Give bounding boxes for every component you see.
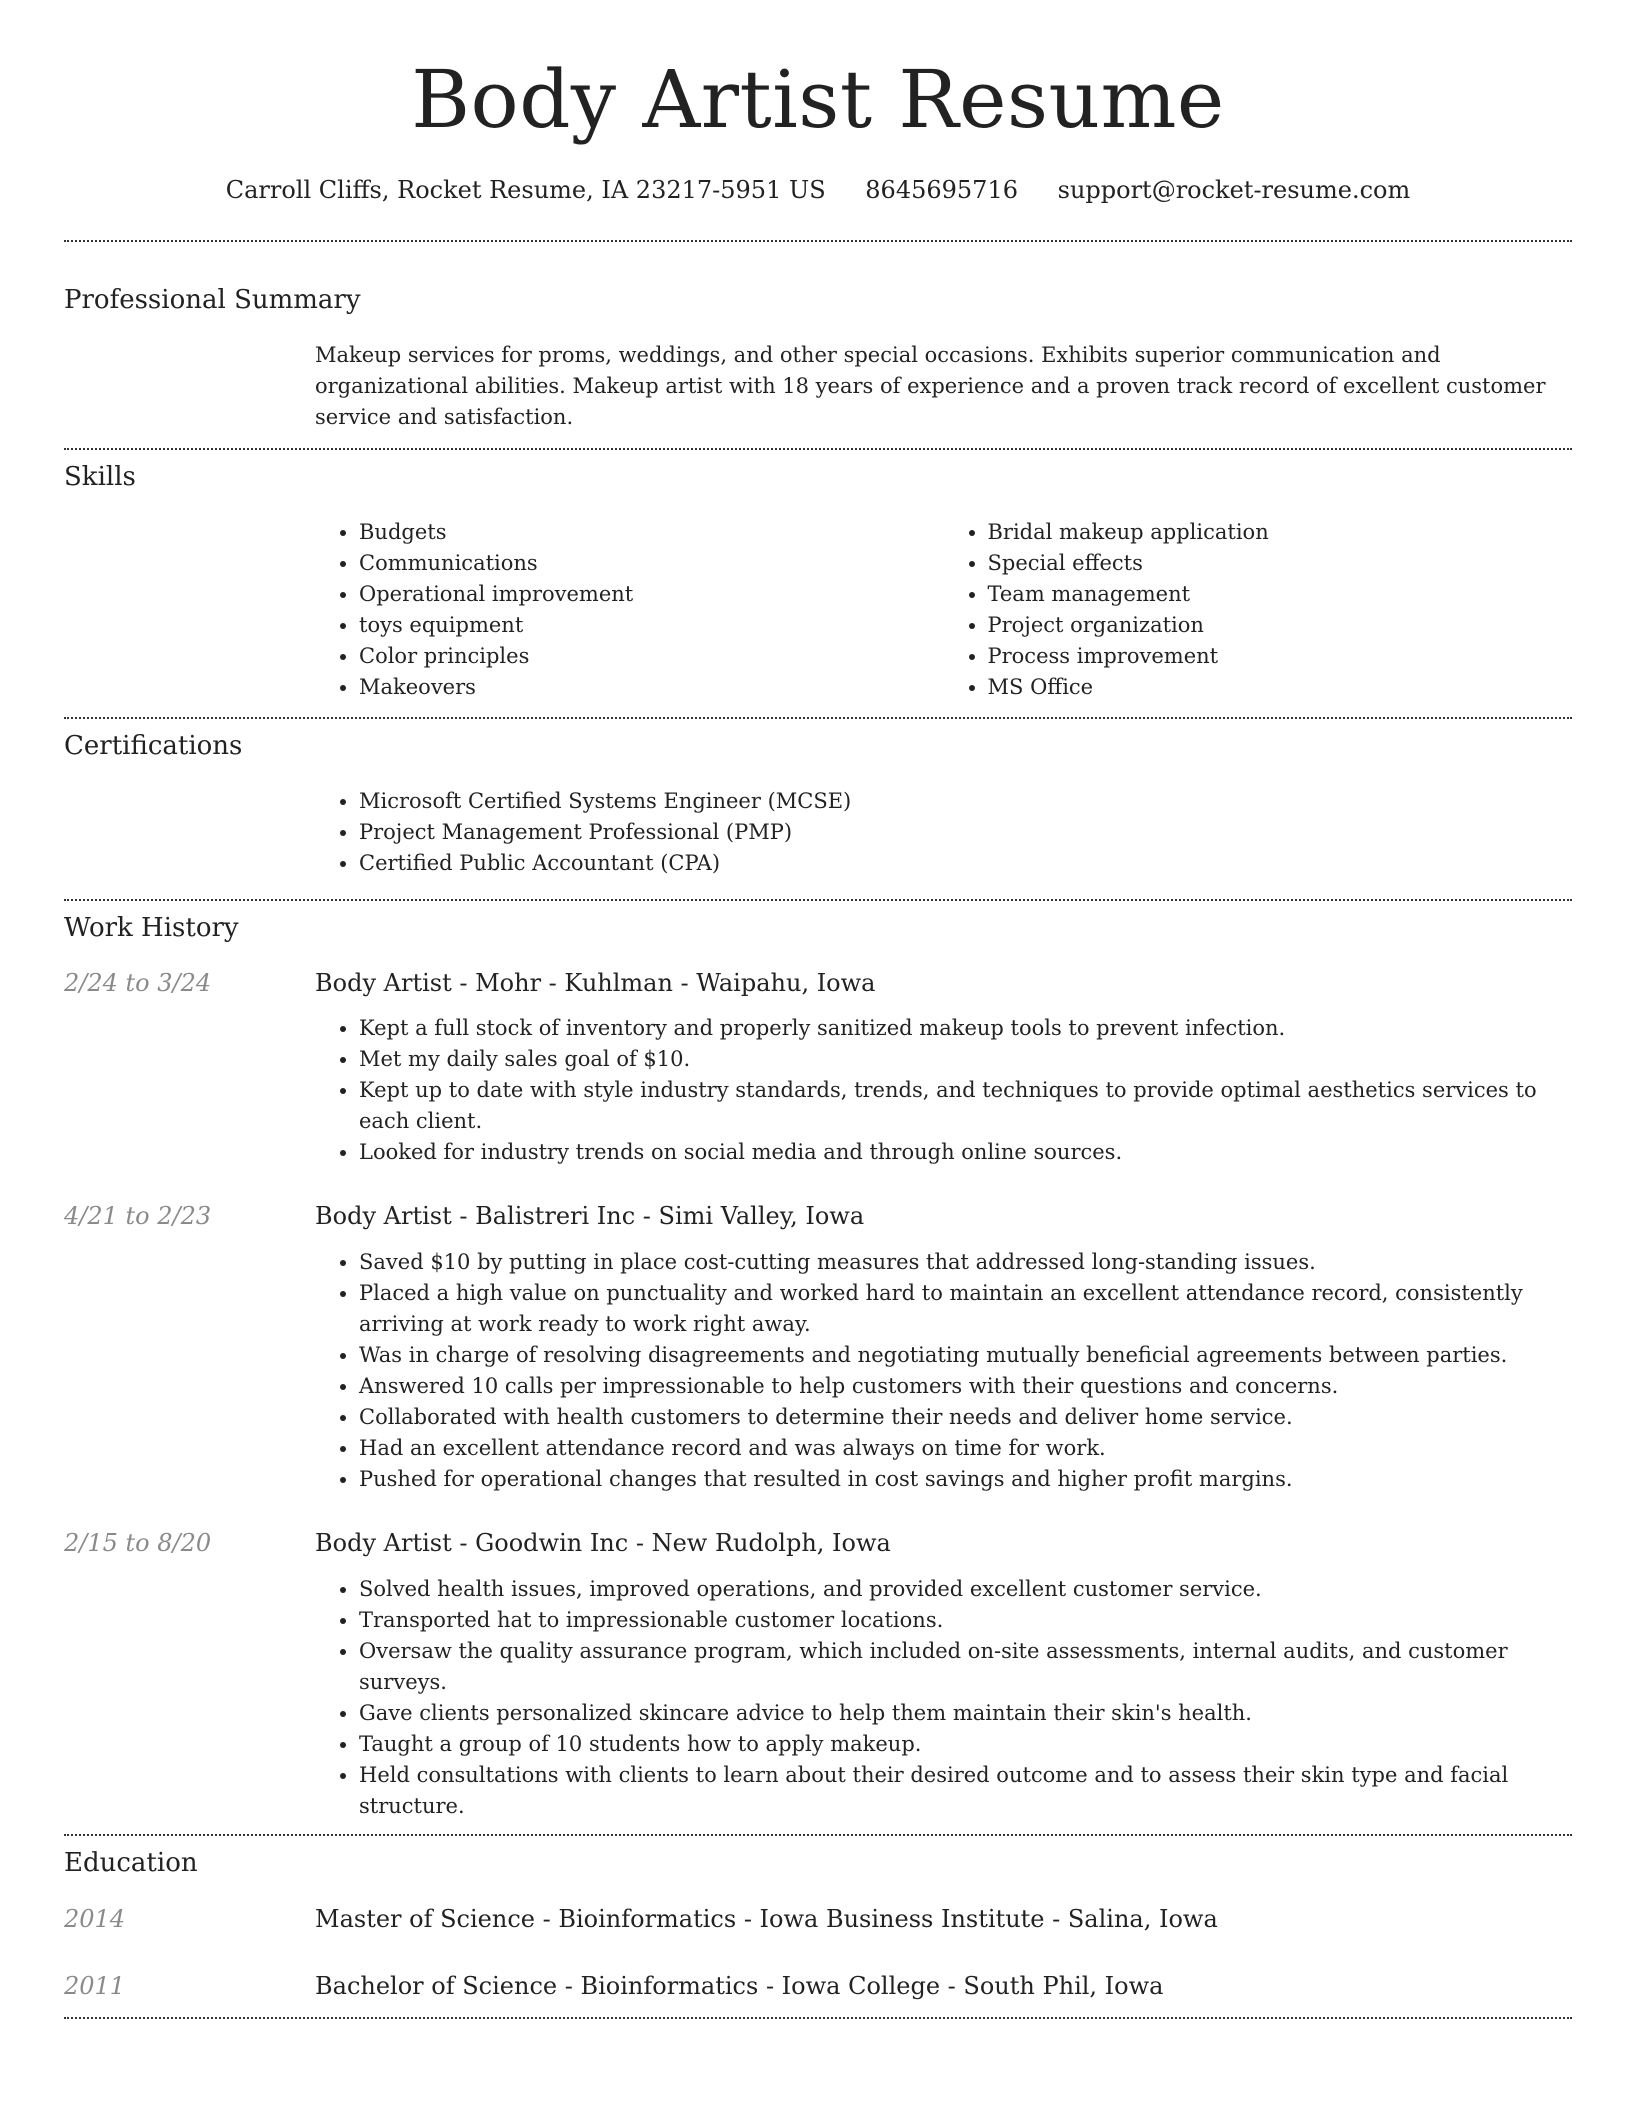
job-dates: 4/21 to 2/23 [64, 1202, 212, 1231]
certification-item: • Certified Public Accountant (CPA) [359, 848, 1572, 879]
education-year: 2011 [64, 1971, 126, 2000]
certifications-section [64, 719, 1572, 879]
skill-item: • Operational improvement [359, 579, 944, 610]
job-title: Body Artist - Balistreri Inc - Simi Valley, Iowa [315, 1202, 865, 1231]
page-title: Body Artist Resume [411, 53, 1225, 146]
skill-item: • Color principles [359, 641, 944, 672]
job-header [64, 1202, 1572, 1231]
skills-section [64, 450, 1572, 703]
skill-item: • toys equipment [359, 610, 944, 641]
work-history-heading: Work History [64, 913, 239, 944]
resume-page [64, 0, 1572, 2019]
education-heading: Education [64, 1847, 198, 1878]
job-bullet: • Held consultations with clients to learn about their desired outcome and to assess their skin type and facial structure. [359, 1760, 1572, 1822]
skill-item: • Process improvement [988, 641, 1573, 672]
education-degree: Bachelor of Science - Bioinformatics - Iowa College - South Phil, Iowa [315, 1971, 1164, 2000]
job-bullets [315, 1247, 1572, 1495]
summary-section [64, 242, 1572, 433]
job-bullet: • Solved health issues, improved operations, and provided excellent customer service. [359, 1574, 1572, 1605]
job-bullet: • Kept a full stock of inventory and properly sanitized makeup tools to prevent infection. [359, 1013, 1572, 1044]
job-bullet: • Had an excellent attendance record and was always on time for work. [359, 1433, 1572, 1464]
education-degree: Master of Science - Bioinformatics - Iowa Business Institute - Salina, Iowa [315, 1905, 1218, 1934]
job-dates: 2/15 to 8/20 [64, 1529, 212, 1558]
job-bullet: • Answered 10 calls per impressionable to help customers with their questions and concerns. [359, 1371, 1572, 1402]
education-year: 2014 [64, 1905, 126, 1934]
job-header [64, 969, 1572, 998]
job-bullet: • Was in charge of resolving disagreements and negotiating mutually beneficial agreements between parties. [359, 1340, 1572, 1371]
certification-item: • Project Management Professional (PMP) [359, 817, 1572, 848]
job-bullets [315, 1574, 1572, 1822]
skill-item: • Communications [359, 548, 944, 579]
job-title: Body Artist - Goodwin Inc - New Rudolph, Iowa [315, 1529, 891, 1558]
skills-heading: Skills [64, 461, 136, 492]
contact-email: support@rocket-resume.com [1057, 176, 1411, 204]
job-bullet: • Collaborated with health customers to determine their needs and deliver home service. [359, 1402, 1572, 1433]
job-entry [64, 1202, 1572, 1495]
job-title: Body Artist - Mohr - Kuhlman - Waipahu, Iowa [315, 968, 876, 997]
skill-item: • Team management [988, 579, 1573, 610]
section-divider [64, 2017, 1572, 2019]
job-bullet: • Gave clients personalized skincare advice to help them maintain their skin's health. [359, 1698, 1572, 1729]
skill-item: • Project organization [988, 610, 1573, 641]
skills-list-right [944, 517, 1573, 703]
skill-item: • Bridal makeup application [988, 517, 1573, 548]
job-entry [64, 969, 1572, 1169]
certification-item: • Microsoft Certified Systems Engineer (MCSE) [359, 786, 1572, 817]
job-bullet: • Kept up to date with style industry standards, trends, and techniques to provide optimal aesthetics services to each client. [359, 1075, 1572, 1137]
summary-heading: Professional Summary [64, 284, 361, 315]
job-bullet: • Oversaw the quality assurance program, which included on-site assessments, internal audits, and customer surveys. [359, 1636, 1572, 1698]
education-entry [64, 1972, 1572, 2001]
summary-text: Makeup services for proms, weddings, and other special occasions. Exhibits superior communication and organizational abilities. Makeup artist with 18 years of experience and a proven track record of excellent customer service and satisfaction. [315, 342, 1546, 429]
skill-item: • Special effects [988, 548, 1573, 579]
job-bullet: • Met my daily sales goal of $10. [359, 1044, 1572, 1075]
job-header [64, 1529, 1572, 1558]
job-bullet: • Transported hat to impressionable customer locations. [359, 1605, 1572, 1636]
education-entry [64, 1905, 1572, 1934]
certifications-heading: Certifications [64, 731, 243, 762]
certifications-list [315, 786, 1572, 879]
job-bullet: • Placed a high value on punctuality and worked hard to maintain an excellent attendance record, consistently arriving at work ready to work right away. [359, 1278, 1572, 1340]
job-entry [64, 1529, 1572, 1822]
skill-item: • Budgets [359, 517, 944, 548]
skill-item: • Makeovers [359, 672, 944, 703]
job-dates: 2/24 to 3/24 [64, 968, 212, 997]
job-bullet: • Pushed for operational changes that resulted in cost savings and higher profit margins. [359, 1464, 1572, 1495]
contact-line [64, 176, 1572, 205]
contact-phone: 8645695716 [865, 176, 1018, 204]
certifications-list-wrap [315, 786, 1572, 879]
job-bullet: • Saved $10 by putting in place cost-cutting measures that addressed long-standing issues. [359, 1247, 1572, 1278]
work-history-section [64, 901, 1572, 1822]
education-section [64, 1836, 1572, 2001]
skills-list-left [315, 517, 944, 703]
skill-item: • MS Office [988, 672, 1573, 703]
job-bullet: • Taught a group of 10 students how to apply makeup. [359, 1729, 1572, 1760]
contact-address: Carroll Cliffs, Rocket Resume, IA 23217-5951 US [225, 176, 826, 204]
job-bullets [315, 1013, 1572, 1168]
skills-columns [315, 517, 1572, 703]
job-bullet: • Looked for industry trends on social media and through online sources. [359, 1137, 1572, 1168]
